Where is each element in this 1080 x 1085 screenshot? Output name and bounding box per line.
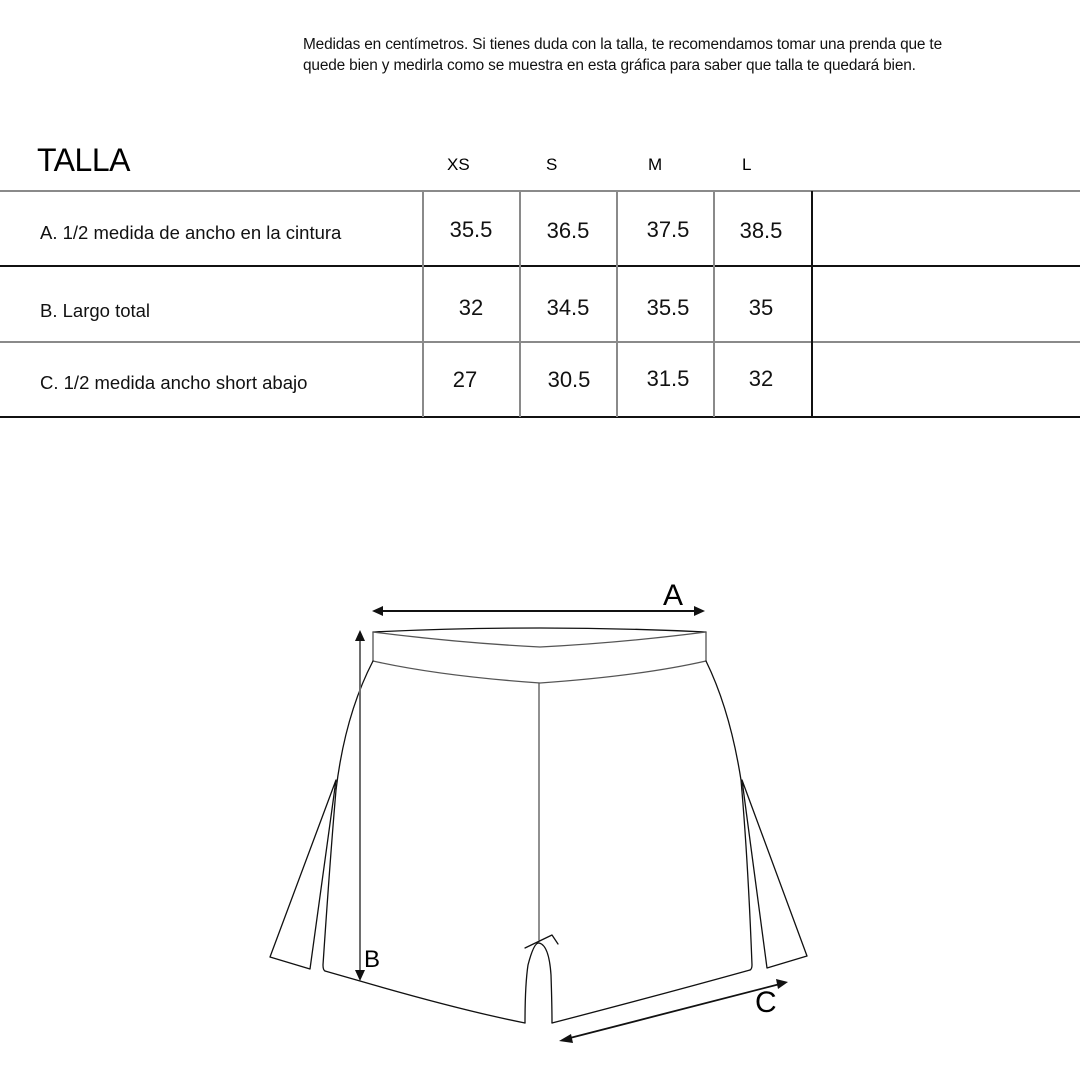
cell-b-l: 35: [748, 295, 774, 320]
intro-line-2: quede bien y medirla como se muestra en esta gráfica para saber que talla te quedará bien.: [303, 57, 916, 74]
measure-c-label: C: [755, 986, 777, 1019]
measure-b-label: B: [364, 946, 381, 973]
size-header-l: L: [742, 155, 752, 174]
measure-a-label: A: [663, 579, 684, 612]
shorts-measurement-diagram: [0, 560, 1080, 1080]
size-header-m: M: [648, 155, 663, 174]
measure-a-arrow: [372, 606, 705, 616]
cell-c-xs: 27: [452, 367, 478, 392]
cell-b-xs: 32: [458, 295, 484, 320]
size-header-xs: XS: [447, 155, 470, 174]
cell-b-m: 35.5: [646, 295, 690, 320]
cell-c-s: 30.5: [547, 367, 591, 392]
row-label-b: B. Largo total: [40, 300, 151, 321]
cell-a-s: 36.5: [546, 218, 590, 243]
table-rule-top: [0, 190, 1080, 192]
intro-note: [303, 34, 1078, 76]
cell-a-l: 38.5: [739, 218, 783, 243]
intro-line-1: Medidas en centímetros. Si tienes duda con la talla, te recomendamos tomar una prenda que te: [303, 36, 942, 53]
row-label-c: C. 1/2 medida ancho short abajo: [40, 372, 308, 393]
shorts-outline-icon: [0, 560, 1080, 1080]
table-rule-row1: [0, 265, 1080, 267]
size-header-s: S: [546, 155, 558, 174]
cell-a-m: 37.5: [646, 217, 690, 242]
table-rule-row2: [0, 341, 1080, 343]
cell-c-m: 31.5: [646, 366, 690, 391]
row-label-a: A. 1/2 medida de ancho en la cintura: [40, 222, 342, 243]
cell-a-xs: 35.5: [449, 217, 493, 242]
cell-c-l: 32: [748, 366, 774, 391]
cell-b-s: 34.5: [546, 295, 590, 320]
measure-c-arrow: [559, 979, 788, 1043]
table-rule-bottom: [0, 416, 1080, 418]
table-title: TALLA: [37, 142, 130, 178]
table-col-divider-5: [811, 191, 813, 417]
